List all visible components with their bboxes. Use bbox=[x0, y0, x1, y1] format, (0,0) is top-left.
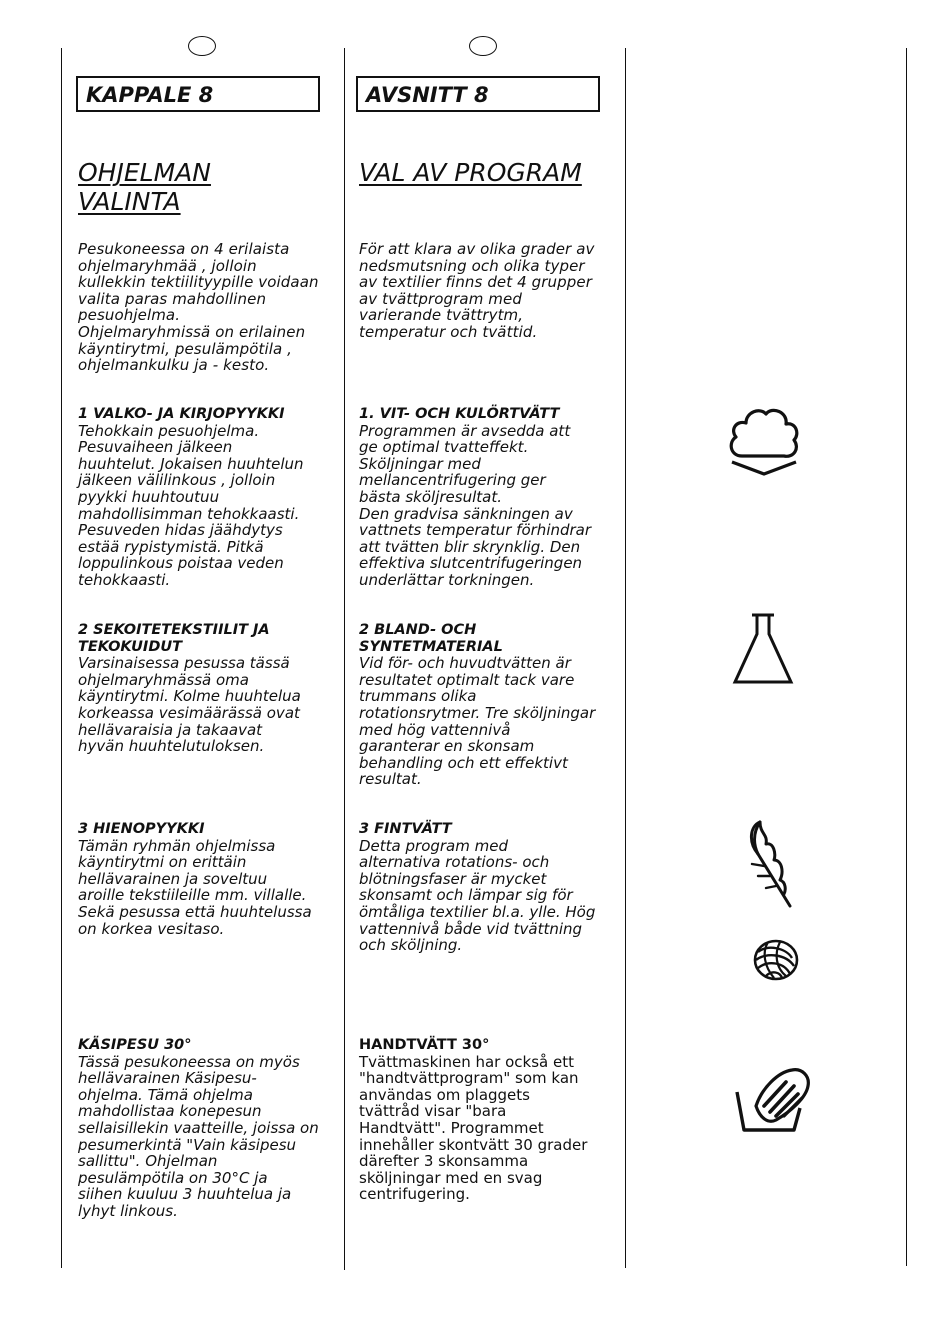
section-body: Varsinaisessa pesussa tässä ohjelmaryhmässä oma käyntirytmi. Kolme huuhtelua korkeassa vesimäärässä ovat hellävaraisia ja takaavat hyvän huuhtelutuloksen. bbox=[78, 654, 301, 756]
section-body: Tämän ryhmän ohjelmissa käyntirytmi on erittäin hellävarainen ja soveltuu aroille tekstiileille mm. villalle. Sekä pesussa että huuhtelussa on korkea vesitaso. bbox=[78, 836, 312, 938]
language-oval-swedish bbox=[469, 36, 497, 56]
section-heading: 2 SEKOITETEKSTIILIT JA TEKOKUIDUT bbox=[78, 622, 270, 655]
section-heading: 3 HIENOPYYKKI bbox=[78, 821, 205, 837]
section-body: Tehokkain pesuohjelma. Pesuvaiheen jälkeen huuhtelut. Jokaisen huuhtelun jälkeen välilinkous , jolloin pyykki huuhtoutuu mahdollisimman tehokkaasti. Pesuveden hidas jäähdytys estää rypistymistä. Pitkä loppulinkous poistaa veden tehokkaasti. bbox=[78, 421, 304, 589]
chapter-label: AVSNITT 8 bbox=[366, 83, 489, 107]
column-rule-mid-left bbox=[344, 48, 345, 1270]
section-handwash-finnish bbox=[78, 1037, 340, 1220]
section-heading: KÄSIPESU 30° bbox=[78, 1037, 192, 1053]
delicate-feather-icon bbox=[746, 820, 796, 910]
section-body: Tässä pesukoneessa on myös hellävarainen Käsipesu- ohjelma. Tämä ohjelma mahdollistaa konepesun sellaisillekin vaatteille, joissa on pesumerkintä "Vain käsipesu sallittu". Ohjelman pesulämpötila on 30°C ja siihen kuuluu 3 huuhtelua ja lyhyt linkous. bbox=[78, 1052, 319, 1220]
chapter-label: KAPPALE 8 bbox=[86, 83, 214, 107]
section-cotton-swedish bbox=[359, 406, 621, 589]
section-synthetic-swedish bbox=[359, 622, 621, 788]
wool-ball-icon bbox=[752, 938, 800, 982]
chapter-box-swedish bbox=[356, 76, 600, 112]
chapter-box-finnish bbox=[76, 76, 320, 112]
section-cotton-finnish bbox=[78, 406, 340, 589]
section-body: Detta program med alternativa rotations- och blötningsfaser är mycket skonsamt och lämpar sig för ömtåliga textilier bl.a. ylle. Hög vattennivå både vid tvättning och sköljning. bbox=[359, 836, 596, 955]
section-handwash-swedish bbox=[359, 1037, 621, 1203]
section-body: Tvättmaskinen har också ett "handtvättprogram" som kan användas om plaggets tvättråd visar "bara Handtvätt". Programmet innehåller skontvätt 30 grader därefter 3 skonsamma sköljningar med en svag centrifugering. bbox=[359, 1052, 588, 1204]
page-title-finnish: OHJELMAN VALINTA bbox=[78, 158, 211, 216]
intro-text-finnish: Pesukoneessa on 4 erilaista ohjelmaryhmää , jolloin kullekkin tektiilityypille voidaan valita paras mahdollinen pesuohjelma. Ohjelmaryhmissä on erilainen käyntirytmi, pesulämpötila , ohjelmankulku ja - kesto. bbox=[78, 240, 319, 375]
intro-text-swedish: För att klara av olika grader av nedsmutsning och olika typer av textilier finns det 4 grupper av tvättprogram med varierande tvättrytm, temperatur och tvättid. bbox=[359, 240, 595, 341]
section-delicate-swedish bbox=[359, 821, 621, 954]
section-heading: HANDTVÄTT 30° bbox=[359, 1037, 490, 1053]
section-heading: 1 VALKO- JA KIRJOPYYKKI bbox=[78, 406, 285, 422]
section-delicate-finnish bbox=[78, 821, 340, 937]
section-heading: 1. VIT- OCH KULÖRTVÄTT bbox=[359, 406, 560, 422]
section-body: Vid för- och huvudtvätten är resultatet optimalt tack vare trummans olika rotationsrytmer. Tre sköljningar med hög vattennivå garanterar en skonsam behandling och ett effektivt resultat. bbox=[359, 654, 596, 789]
section-heading: 3 FINTVÄTT bbox=[359, 821, 452, 837]
page-title-swedish: VAL AV PROGRAM bbox=[359, 158, 582, 187]
language-oval-finnish bbox=[188, 36, 216, 56]
column-rule-right bbox=[906, 48, 907, 1266]
column-rule-left bbox=[61, 48, 62, 1268]
cotton-icon bbox=[726, 404, 802, 476]
column-rule-mid-right bbox=[625, 48, 626, 1268]
section-body: Programmen är avsedda att ge optimal tvatteffekt. Sköljningar med mellancentrifugering ger bästa sköljresultat. Den gradvisa sänkningen av vattnets temperatur förhindrar att tvätten blir skrynklig. Den effektiva slutcentrifugeringen underlättar torkningen. bbox=[359, 421, 592, 589]
section-synthetic-finnish bbox=[78, 622, 340, 755]
section-heading: 2 BLAND- OCH SYNTETMATERIAL bbox=[359, 622, 503, 655]
hand-wash-icon bbox=[734, 1066, 814, 1134]
synthetic-flask-icon bbox=[730, 612, 796, 688]
